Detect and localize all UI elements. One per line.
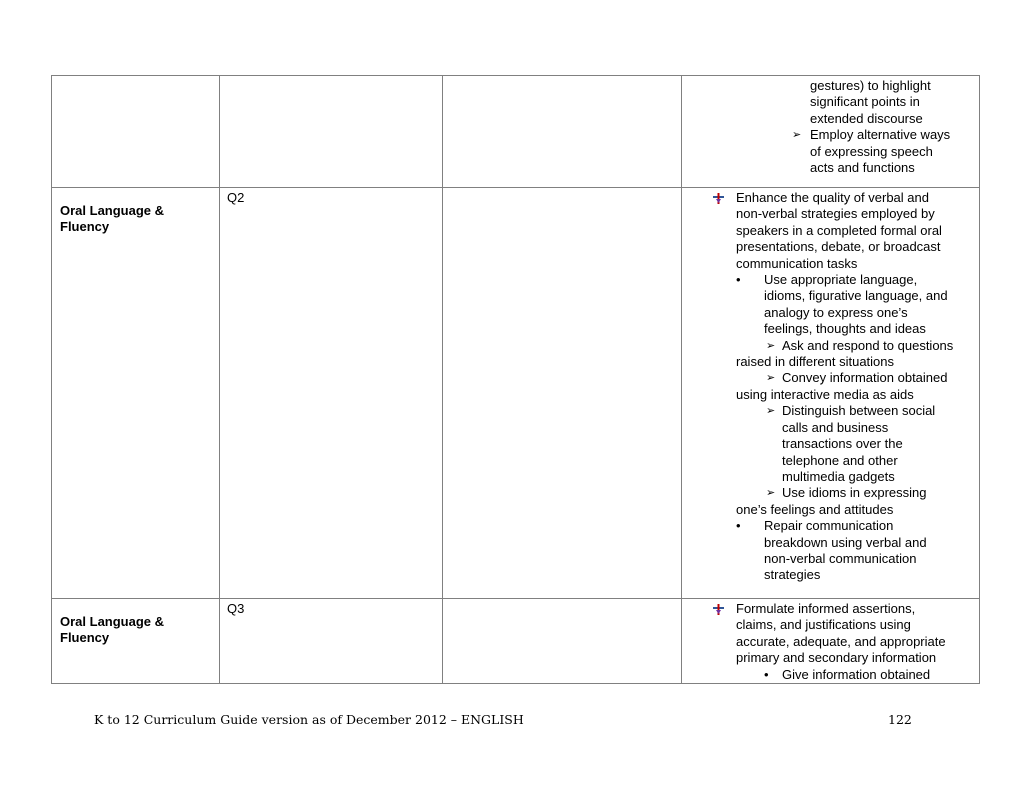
curriculum-table — [51, 75, 980, 684]
competency-line: feelings, thoughts and ideas — [764, 321, 926, 337]
diamond-bullet-icon — [713, 604, 724, 615]
strand-label: Fluency — [60, 630, 110, 646]
empty-cell — [443, 76, 682, 188]
round-bullet-icon: • — [764, 666, 769, 682]
competency-item — [682, 190, 973, 206]
competency-line: analogy to express one’s — [764, 304, 908, 320]
competency-line: transactions over the — [782, 436, 903, 452]
quarter-cell — [220, 188, 443, 599]
competency-cell — [682, 76, 980, 188]
competency-text: Enhance the quality of verbal and — [736, 190, 929, 205]
competency-line: using interactive media as aids — [736, 386, 914, 402]
competency-item — [682, 485, 973, 501]
competency-line: communication tasks — [736, 255, 858, 271]
arrow-bullet-icon: ➢ — [766, 405, 776, 418]
competency-text: Formulate informed assertions, — [736, 601, 916, 616]
empty-cell — [443, 599, 682, 684]
round-bullet-icon: • — [736, 272, 741, 288]
quarter-cell — [220, 599, 443, 684]
table-row — [52, 599, 980, 684]
competency-line: strategies — [764, 567, 821, 583]
quarter-cell — [220, 76, 443, 188]
empty-cell — [443, 188, 682, 599]
competency-line: primary and secondary information — [736, 650, 937, 666]
competency-cell — [682, 599, 980, 684]
arrow-bullet-icon: ➢ — [766, 487, 776, 500]
competency-item — [682, 338, 973, 354]
competency-line: claims, and justifications using — [736, 617, 911, 633]
competency-item — [682, 370, 973, 386]
strand-cell — [52, 188, 220, 599]
competency-line: gestures) to highlight — [810, 78, 931, 93]
quarter-label: Q2 — [227, 190, 245, 205]
competency-item — [682, 601, 973, 617]
competency-line: breakdown using verbal and — [764, 534, 927, 550]
competency-line: non-verbal strategies employed by — [736, 206, 935, 222]
competency-line: significant points in — [810, 94, 920, 110]
competency-item — [682, 403, 973, 419]
table-row — [52, 188, 980, 599]
competency-line: of expressing speech — [810, 143, 933, 159]
page-number: 122 — [888, 712, 912, 727]
competency-line: calls and business — [782, 419, 889, 435]
strand-label: Oral Language & — [60, 614, 165, 629]
competency-text: Use appropriate language, — [764, 272, 918, 288]
competency-item — [682, 127, 973, 143]
competency-text: Distinguish between social — [782, 403, 936, 419]
competency-line: multimedia gadgets — [782, 468, 895, 484]
competency-line: speakers in a completed formal oral — [736, 222, 942, 238]
competency-line: telephone and other — [782, 452, 898, 468]
competency-line: one’s feelings and attitudes — [736, 501, 894, 517]
competency-text: Use idioms in expressing — [782, 485, 927, 501]
competency-item — [682, 272, 973, 288]
competency-cell — [682, 188, 980, 599]
diamond-bullet-icon — [713, 193, 724, 204]
competency-line: presentations, debate, or broadcast — [736, 239, 941, 255]
table-row — [52, 76, 980, 188]
quarter-label: Q3 — [227, 601, 245, 616]
competency-line: accurate, adequate, and appropriate — [736, 633, 946, 649]
arrow-bullet-icon: ➢ — [792, 129, 802, 142]
strand-label: Oral Language & — [60, 203, 165, 218]
arrow-bullet-icon: ➢ — [766, 372, 776, 385]
competency-text: Give information obtained — [782, 666, 931, 682]
competency-text: Employ alternative ways — [810, 127, 951, 143]
footer-guide-text: K to 12 Curriculum Guide version as of December 2012 – ENGLISH — [94, 712, 524, 727]
competency-text: Ask and respond to questions — [782, 337, 954, 353]
competency-line: extended discourse — [810, 110, 923, 126]
round-bullet-icon: • — [736, 518, 741, 534]
competency-item — [682, 518, 973, 534]
competency-line: raised in different situations — [736, 354, 895, 370]
arrow-bullet-icon: ➢ — [766, 339, 776, 352]
competency-item — [682, 667, 973, 683]
strand-cell — [52, 76, 220, 188]
competency-line: non-verbal communication — [764, 550, 917, 566]
competency-text: Convey information obtained — [782, 370, 948, 386]
competency-text: Repair communication — [764, 518, 894, 534]
strand-cell — [52, 599, 220, 684]
competency-line: idioms, figurative language, and — [764, 288, 948, 304]
competency-line: acts and functions — [810, 160, 915, 176]
strand-label: Fluency — [60, 219, 110, 235]
